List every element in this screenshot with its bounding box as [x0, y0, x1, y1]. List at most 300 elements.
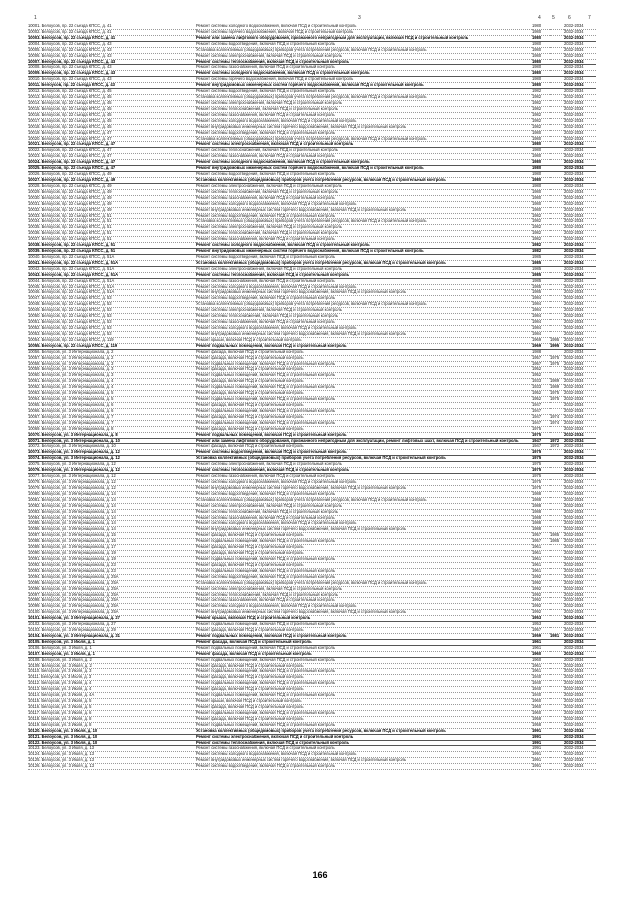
planned-period-cell: 2032-2034: [564, 456, 596, 462]
planned-period-cell: 2032-2034: [564, 556, 596, 562]
build-year-cell: 1982: [532, 106, 550, 112]
work-type-cell: Ремонт внутридомовых инженерных систем горячего водоснабжения, включая ПСД и строительный контроль: [196, 331, 532, 337]
build-year-cell: 1975: [532, 432, 550, 438]
address-cell: 10048. Белоусов, пр. 22 съезда КПСС, д. 53: [28, 302, 196, 308]
planned-period-cell: 2032-2034: [564, 639, 596, 645]
planned-period-cell: 2032-2034: [564, 746, 596, 752]
address-cell: 10080. Белоусов, ул. 3 Интернационала, д. 14: [28, 491, 196, 497]
planned-period-cell: 2032-2034: [564, 764, 596, 770]
planned-period-cell: 2032-2034: [564, 219, 596, 225]
work-type-cell: Ремонт подвальных помещений, включая ПСД и строительный контроль: [196, 556, 532, 562]
address-cell: 10010. Белоусов, пр. 22 съезда КПСС, д. 43: [28, 77, 196, 83]
work-type-cell: Ремонт системы газоснабжения, включая ПСД и строительный контроль: [196, 237, 532, 243]
planned-period-cell: 2032-2034: [564, 231, 596, 237]
work-type-cell: Установка коллективных (общедомовых) приборов учета потребления ресурсов, включая ПСД и строительный контроль: [196, 136, 532, 142]
planned-period-cell: 2032-2034: [564, 379, 596, 385]
build-year-cell: 1961: [532, 669, 550, 675]
work-type-cell: Ремонт системы газоснабжения, включая ПСД и строительный контроль: [196, 154, 532, 160]
address-cell: 10069. Белоусов, ул. 3 Интернационала, д. 8: [28, 426, 196, 432]
planned-period-cell: 2032-2034: [564, 675, 596, 681]
work-type-cell: Ремонт внутридомовых инженерных систем горячего водоснабжения, включая ПСД и строительный контроль: [196, 124, 532, 130]
build-year-cell: 1980: [532, 53, 550, 59]
build-year-cell: 1957: [532, 628, 550, 634]
address-cell: 10040. Белоусов, пр. 22 съезда КПСС, д. 51А: [28, 254, 196, 260]
address-cell: 10067. Белоусов, ул. 3 Интернационала, д. 7: [28, 414, 196, 420]
build-year-cell: 1975: [532, 468, 550, 474]
planned-period-cell: 2032-2034: [564, 331, 596, 337]
work-type-cell: Ремонт или замена лифтового оборудования, признанного непригодным для эксплуатации, ремонт лифтовых шахт, включая ПСД и строительный контроль: [196, 438, 532, 444]
work-type-cell: Ремонт фасада, включая ПСД и строительный контроль: [196, 367, 532, 373]
address-cell: 10009. Белоусов, пр. 22 съезда КПСС, д. 43: [28, 71, 196, 77]
planned-period-cell: 2032-2034: [564, 580, 596, 586]
column-number-row: [28, 14, 596, 24]
planned-period-cell: 2032-2034: [564, 391, 596, 397]
planned-period-cell: 2032-2034: [564, 616, 596, 622]
build-year-cell: 1975: [532, 450, 550, 456]
build-year-cell: 1984: [532, 308, 550, 314]
work-type-cell: Ремонт подвальных помещений, включая ПСД и строительный контроль: [196, 568, 532, 574]
build-year-cell: 1985: [532, 266, 550, 272]
planned-period-cell: 2032-2034: [564, 77, 596, 83]
address-cell: 10043. Белоусов, пр. 22 съезда КПСС, д. 51А: [28, 272, 196, 278]
build-year-cell: 1980: [532, 166, 550, 172]
work-type-cell: Ремонт системы электроснабжения, включая ПСД и строительный контроль: [196, 142, 532, 148]
build-year-cell: 1980: [532, 41, 550, 47]
work-type-cell: Ремонт фасада, включая ПСД и строительный контроль: [196, 639, 532, 645]
work-type-cell: Ремонт системы горячего водоснабжения, включая ПСД и строительный контроль: [196, 77, 532, 83]
build-year-cell: 1982: [532, 124, 550, 130]
planned-period-cell: 2032-2034: [564, 177, 596, 183]
build-year-cell: 1947: [532, 420, 550, 426]
build-year-cell: 1980: [532, 130, 550, 136]
planned-period-cell: 2032-2034: [564, 260, 596, 266]
build-year-cell: 1980: [532, 160, 550, 166]
planned-period-cell: 2032-2034: [564, 148, 596, 154]
work-type-cell: Ремонт подвальных помещений, включая ПСД и строительный контроль: [196, 722, 532, 728]
address-cell: 10111. Белоусов, ул. 3 Июля, д. 3: [28, 675, 196, 681]
work-type-cell: Ремонт системы электроснабжения, включая ПСД и строительный контроль: [196, 462, 532, 468]
planned-period-cell: 2032-2034: [564, 326, 596, 332]
work-type-cell: Ремонт системы теплоснабжения, включая ПСД и строительный контроль: [196, 740, 532, 746]
build-year-cell: 1940: [532, 681, 550, 687]
work-type-cell: Ремонт системы водоотведения, включая ПСД и строительный контроль: [196, 254, 532, 260]
planned-period-cell: 2032-2034: [564, 574, 596, 580]
address-cell: 10008. Белоусов, пр. 22 съезда КПСС, д. 43: [28, 65, 196, 71]
build-year-cell: 1980: [532, 35, 550, 41]
build-year-cell: 1980: [532, 183, 550, 189]
build-year-cell: 1960: [532, 651, 550, 657]
address-cell: 10083. Белоусов, ул. 3 Интернационала, д. 14: [28, 509, 196, 515]
reconstruction-year-cell: 1975: [550, 361, 564, 367]
address-cell: 10072. Белоусов, ул. 3 Интернационала, д. 10: [28, 444, 196, 450]
work-type-cell: Установка коллективных (общедомовых) приборов учета потребления ресурсов, включая ПСД и строительный контроль: [196, 497, 532, 503]
address-cell: 10079. Белоусов, ул. 3 Интернационала, д. 12: [28, 485, 196, 491]
planned-period-cell: 2032-2034: [564, 272, 596, 278]
address-cell: 10113. Белоусов, ул. 3 Июля, д. 4: [28, 687, 196, 693]
work-type-cell: Ремонт внутридомовых инженерных систем горячего водоснабжения, включая ПСД и строительный контроль: [196, 485, 532, 491]
work-type-cell: Ремонт фасада, включая ПСД и строительный контроль: [196, 551, 532, 557]
work-type-cell: Ремонт подвальных помещений, включая ПСД и строительный контроль: [196, 669, 532, 675]
address-cell: 10086. Белоусов, ул. 3 Интернационала, д. 14: [28, 527, 196, 533]
build-year-cell: 1992: [532, 604, 550, 610]
build-year-cell: 1985: [532, 278, 550, 284]
build-year-cell: 1975: [532, 426, 550, 432]
build-year-cell: 1991: [532, 764, 550, 770]
work-type-cell: Ремонт системы теплоснабжения, включая ПСД и строительный контроль: [196, 314, 532, 320]
planned-period-cell: 2032-2034: [564, 432, 596, 438]
planned-period-cell: 2032-2034: [564, 681, 596, 687]
build-year-cell: 1961: [532, 551, 550, 557]
reconstruction-year-cell: 1972: [550, 444, 564, 450]
address-cell: 10076. Белоусов, ул. 3 Интернационала, д. 12: [28, 468, 196, 474]
address-cell: 10023. Белоусов, пр. 22 съезда КПСС, д. 47: [28, 154, 196, 160]
planned-period-cell: 2032-2034: [564, 491, 596, 497]
build-year-cell: 1985: [532, 254, 550, 260]
planned-period-cell: 2032-2034: [564, 645, 596, 651]
repair-schedule-table: [28, 24, 596, 770]
work-type-cell: Ремонт фасада, включая ПСД и строительный контроль: [196, 675, 532, 681]
work-type-cell: Ремонт системы электроснабжения, включая ПСД и строительный контроль: [196, 53, 532, 59]
column-number-7: 7: [588, 15, 591, 21]
work-type-cell: Ремонт подвальных помещений, включая ПСД и строительный контроль: [196, 397, 532, 403]
address-cell: 10073. Белоусов, ул. 3 Интернационала, д. 12: [28, 450, 196, 456]
address-cell: 10102. Белоусов, ул. 3 Интернационала, д. 27: [28, 622, 196, 628]
column-number-6: 6: [568, 15, 571, 21]
address-cell: 10125. Белоусов, ул. 3 Июля, д. 13: [28, 758, 196, 764]
build-year-cell: 1952: [532, 391, 550, 397]
planned-period-cell: 2032-2034: [564, 320, 596, 326]
address-cell: 10100. Белоусов, ул. 3 Интернационала, д. 25А: [28, 610, 196, 616]
planned-period-cell: 2032-2034: [564, 136, 596, 142]
address-cell: 10035. Белоусов, пр. 22 съезда КПСС, д. 51: [28, 225, 196, 231]
work-type-cell: Ремонт системы холодного водоснабжения, включая ПСД и строительный контроль: [196, 243, 532, 249]
address-cell: 10096. Белоусов, ул. 3 Интернационала, д. 25А: [28, 586, 196, 592]
work-type-cell: Ремонт подвальных помещений, включая ПСД и строительный контроль: [196, 373, 532, 379]
address-cell: 10058. Белоусов, ул. 3 Интернационала, д. 3: [28, 361, 196, 367]
work-type-cell: Ремонт системы теплоснабжения, включая ПСД и строительный контроль: [196, 148, 532, 154]
planned-period-cell: 2032-2034: [564, 154, 596, 160]
build-year-cell: 1984: [532, 314, 550, 320]
build-year-cell: 1980: [532, 65, 550, 71]
planned-period-cell: 2032-2034: [564, 562, 596, 568]
address-cell: 10007. Белоусов, пр. 22 съезда КПСС, д. 43: [28, 59, 196, 65]
planned-period-cell: 2032-2034: [564, 663, 596, 669]
planned-period-cell: 2032-2034: [564, 551, 596, 557]
planned-period-cell: 2032-2034: [564, 29, 596, 35]
build-year-cell: 1988: [532, 491, 550, 497]
planned-period-cell: 2032-2034: [564, 130, 596, 136]
build-year-cell: 1947: [532, 403, 550, 409]
address-cell: 10049. Белоусов, пр. 22 съезда КПСС, д. 53: [28, 308, 196, 314]
build-year-cell: 1988: [532, 515, 550, 521]
build-year-cell: 1980: [532, 29, 550, 35]
work-type-cell: Ремонт фасада, включая ПСД и строительный контроль: [196, 391, 532, 397]
address-cell: 10050. Белоусов, пр. 22 съезда КПСС, д. 53: [28, 314, 196, 320]
planned-period-cell: 2032-2034: [564, 716, 596, 722]
repair-schedule-body: [28, 24, 596, 770]
address-cell: 10019. Белоусов, пр. 22 съезда КПСС, д. 47: [28, 130, 196, 136]
planned-period-cell: 2032-2034: [564, 657, 596, 663]
address-cell: 10116. Белоусов, ул. 3 Июля, д. 5: [28, 705, 196, 711]
work-type-cell: Ремонт системы электроснабжения, включая ПСД и строительный контроль: [196, 266, 532, 272]
build-year-cell: 1982: [532, 118, 550, 124]
address-cell: 10024. Белоусов, пр. 22 съезда КПСС, д. 47: [28, 160, 196, 166]
planned-period-cell: 2032-2034: [564, 728, 596, 734]
build-year-cell: 1991: [532, 728, 550, 734]
work-type-cell: Ремонт фасада, включая ПСД и строительный контроль: [196, 651, 532, 657]
address-cell: 10001. Белоусов, пр. 22 съезда КПСС, д. 41: [28, 24, 196, 29]
work-type-cell: Ремонт фасада, включая ПСД и строительный контроль: [196, 716, 532, 722]
planned-period-cell: 2032-2034: [564, 474, 596, 480]
address-cell: 10022. Белоусов, пр. 22 съезда КПСС, д. 47: [28, 148, 196, 154]
planned-period-cell: 2032-2034: [564, 610, 596, 616]
work-type-cell: Ремонт системы водоотведения, включая ПСД и строительный контроль: [196, 172, 532, 178]
work-type-cell: Ремонт фасада, включая ПСД и строительный контроль: [196, 628, 532, 634]
planned-period-cell: 2032-2034: [564, 545, 596, 551]
build-year-cell: 1961: [532, 645, 550, 651]
address-cell: 10004. Белоусов, пр. 22 съезда КПСС, д. 43: [28, 41, 196, 47]
planned-period-cell: 2032-2034: [564, 71, 596, 77]
address-cell: 10059. Белоусов, ул. 3 Интернационала, д. 3: [28, 367, 196, 373]
planned-period-cell: 2032-2034: [564, 142, 596, 148]
build-year-cell: 1933: [532, 379, 550, 385]
build-year-cell: 1985: [532, 260, 550, 266]
build-year-cell: 1960: [532, 710, 550, 716]
planned-period-cell: 2032-2034: [564, 361, 596, 367]
address-cell: 10002. Белоусов, пр. 22 съезда КПСС, д. 41: [28, 29, 196, 35]
planned-period-cell: 2032-2034: [564, 296, 596, 302]
address-cell: 10039. Белоусов, пр. 22 съезда КПСС, д. 51: [28, 249, 196, 255]
planned-period-cell: 2032-2034: [564, 355, 596, 361]
planned-period-cell: 2032-2034: [564, 213, 596, 219]
address-cell: 10053. Белоусов, пр. 22 съезда КПСС, д. 53: [28, 331, 196, 337]
planned-period-cell: 2032-2034: [564, 47, 596, 53]
build-year-cell: 1982: [532, 225, 550, 231]
build-year-cell: 1992: [532, 580, 550, 586]
work-type-cell: Ремонт подвальных помещений, включая ПСД и строительный контроль: [196, 343, 532, 349]
build-year-cell: 1982: [532, 249, 550, 255]
build-year-cell: 1988: [532, 503, 550, 509]
work-type-cell: Ремонт системы холодного водоснабжения, включая ПСД и строительный контроль: [196, 604, 532, 610]
planned-period-cell: 2032-2034: [564, 160, 596, 166]
build-year-cell: 1980: [532, 77, 550, 83]
planned-period-cell: 2032-2034: [564, 592, 596, 598]
work-type-cell: Ремонт системы водоотведения, включая ПСД и строительный контроль: [196, 41, 532, 47]
work-type-cell: Ремонт системы холодного водоснабжения, включая ПСД и строительный контроль: [196, 160, 532, 166]
address-cell: 10121. Белоусов, ул. 3 Июля, д. 10: [28, 734, 196, 740]
address-cell: 10027. Белоусов, пр. 22 съезда КПСС, д. 49: [28, 177, 196, 183]
planned-period-cell: 2032-2034: [564, 367, 596, 373]
address-cell: 10112. Белоусов, ул. 3 Июля, д. 4: [28, 681, 196, 687]
address-cell: 10109. Белоусов, ул. 3 Июля, д. 2: [28, 663, 196, 669]
planned-period-cell: 2032-2034: [564, 266, 596, 272]
build-year-cell: 1961: [532, 556, 550, 562]
planned-period-cell: 2032-2034: [564, 237, 596, 243]
address-cell: 10081. Белоусов, ул. 3 Интернационала, д. 14: [28, 497, 196, 503]
work-type-cell: Ремонт системы электроснабжения, включая ПСД и строительный контроль: [196, 734, 532, 740]
build-year-cell: 1980: [532, 195, 550, 201]
work-type-cell: Ремонт системы водоотведения, включая ПСД и строительный контроль: [196, 764, 532, 770]
address-cell: 10087. Белоусов, ул. 3 Интернационала, д. 15: [28, 533, 196, 539]
work-type-cell: Ремонт внутридомовых инженерных систем горячего водоснабжения, включая ПСД и строительный контроль: [196, 610, 532, 616]
planned-period-cell: 2032-2034: [564, 521, 596, 527]
planned-period-cell: 2032-2034: [564, 112, 596, 118]
planned-period-cell: 2032-2034: [564, 314, 596, 320]
address-cell: 10045. Белоусов, пр. 22 съезда КПСС, д. 51А: [28, 284, 196, 290]
planned-period-cell: 2032-2034: [564, 106, 596, 112]
work-type-cell: Ремонт системы водоотведения, включая ПСД и строительный контроль: [196, 296, 532, 302]
planned-period-cell: 2032-2034: [564, 734, 596, 740]
planned-period-cell: 2032-2034: [564, 166, 596, 172]
address-cell: 10033. Белоусов, пр. 22 съезда КПСС, д. 51: [28, 213, 196, 219]
build-year-cell: 1980: [532, 142, 550, 148]
planned-period-cell: 2032-2034: [564, 527, 596, 533]
work-type-cell: Ремонт системы теплоснабжения, включая ПСД и строительный контроль: [196, 106, 532, 112]
planned-period-cell: 2032-2034: [564, 172, 596, 178]
build-year-cell: 1984: [532, 320, 550, 326]
address-cell: 10062. Белоусов, ул. 3 Интернационала, д. 4: [28, 385, 196, 391]
build-year-cell: 1988: [532, 349, 550, 355]
work-type-cell: Ремонт фасада, включая ПСД и строительный контроль: [196, 403, 532, 409]
planned-period-cell: 2032-2034: [564, 118, 596, 124]
reconstruction-year-cell: 1981: [550, 633, 564, 639]
work-type-cell: Ремонт подвальных помещений, включая ПСД и строительный контроль: [196, 622, 532, 628]
reconstruction-year-cell: 1974: [550, 420, 564, 426]
build-year-cell: 1984: [532, 296, 550, 302]
work-type-cell: Ремонт системы электроснабжения, включая ПСД и строительный контроль: [196, 100, 532, 106]
work-type-cell: Ремонт системы электроснабжения, включая ПСД и строительный контроль: [196, 586, 532, 592]
address-cell: 10046. Белоусов, пр. 22 съезда КПСС, д. 51А: [28, 290, 196, 296]
build-year-cell: 1940: [532, 675, 550, 681]
address-cell: 10124. Белоусов, ул. 3 Июля, д. 13: [28, 752, 196, 758]
work-type-cell: Ремонт системы электроснабжения, включая ПСД и строительный контроль: [196, 503, 532, 509]
work-type-cell: Ремонт системы теплоснабжения, включая ПСД и строительный контроль: [196, 468, 532, 474]
work-type-cell: Ремонт фасада, включая ПСД и строительный контроль: [196, 545, 532, 551]
address-cell: 10061. Белоусов, ул. 3 Интернационала, д. 4: [28, 379, 196, 385]
build-year-cell: 1958: [532, 716, 550, 722]
address-cell: 10098. Белоусов, ул. 3 Интернационала, д. 25А: [28, 598, 196, 604]
build-year-cell: 1957: [532, 533, 550, 539]
address-cell: 10122. Белоусов, ул. 3 Июля, д. 10: [28, 740, 196, 746]
build-year-cell: 1982: [532, 95, 550, 101]
reconstruction-year-cell: 1995: [550, 337, 564, 343]
address-cell: 10005. Белоусов, пр. 22 съезда КПСС, д. 43: [28, 47, 196, 53]
build-year-cell: 1975: [532, 485, 550, 491]
build-year-cell: 1980: [532, 59, 550, 65]
build-year-cell: 1933: [532, 385, 550, 391]
address-cell: 10052. Белоусов, пр. 22 съезда КПСС, д. 53: [28, 326, 196, 332]
work-type-cell: Ремонт системы газоснабжения, включая ПСД и строительный контроль: [196, 474, 532, 480]
work-type-cell: Ремонт фасада, включая ПСД и строительный контроль: [196, 562, 532, 568]
planned-period-cell: 2032-2034: [564, 633, 596, 639]
reconstruction-year-cell: 1972: [550, 438, 564, 444]
address-cell: 10041. Белоусов, пр. 22 съезда КПСС, д. 51А: [28, 260, 196, 266]
build-year-cell: 1980: [532, 172, 550, 178]
work-type-cell: Ремонт системы холодного водоснабжения, включая ПСД и строительный контроль: [196, 752, 532, 758]
planned-period-cell: 2032-2034: [564, 450, 596, 456]
address-cell: 10070. Белоусов, ул. 3 Интернационала, д. 8: [28, 432, 196, 438]
address-cell: 10108. Белоусов, ул. 3 Июля, д. 2: [28, 657, 196, 663]
work-type-cell: Ремонт системы водоотведения, включая ПСД и строительный контроль: [196, 213, 532, 219]
address-cell: 10099. Белоусов, ул. 3 Интернационала, д. 25А: [28, 604, 196, 610]
planned-period-cell: 2032-2034: [564, 100, 596, 106]
build-year-cell: 1984: [532, 326, 550, 332]
address-cell: 10118. Белоусов, ул. 3 Июля, д. 8: [28, 716, 196, 722]
work-type-cell: Ремонт фасада, включая ПСД и строительный контроль: [196, 349, 532, 355]
build-year-cell: 1975: [532, 479, 550, 485]
address-cell: 10051. Белоусов, пр. 22 съезда КПСС, д. 53: [28, 320, 196, 326]
build-year-cell: 1984: [532, 331, 550, 337]
build-year-cell: 1982: [532, 89, 550, 95]
planned-period-cell: 2032-2034: [564, 59, 596, 65]
planned-period-cell: 2032-2034: [564, 740, 596, 746]
address-cell: 10107. Белоусов, ул. 3 Июля, д. 1: [28, 651, 196, 657]
work-type-cell: Ремонт системы газоснабжения, включая ПСД и строительный контроль: [196, 598, 532, 604]
work-type-cell: Ремонт внутридомовых инженерных систем горячего водоснабжения, включая ПСД и строительный контроль: [196, 758, 532, 764]
build-year-cell: 1982: [532, 237, 550, 243]
address-cell: 10097. Белоусов, ул. 3 Интернационала, д. 25А: [28, 592, 196, 598]
build-year-cell: 1980: [532, 189, 550, 195]
work-type-cell: Ремонт системы газоснабжения, включая ПСД и строительный контроль: [196, 112, 532, 118]
address-cell: 10089. Белоусов, ул. 3 Интернационала, д. 17: [28, 545, 196, 551]
work-type-cell: Ремонт системы холодного водоснабжения, включая ПСД и строительный контроль: [196, 24, 532, 29]
build-year-cell: 1982: [532, 243, 550, 249]
planned-period-cell: 2032-2034: [564, 604, 596, 610]
work-type-cell: Ремонт внутридомовых инженерных систем горячего водоснабжения, включая ПСД и строительный контроль: [196, 166, 532, 172]
work-type-cell: Ремонт подвальных помещений, включая ПСД и строительный контроль: [196, 710, 532, 716]
work-type-cell: Ремонт фасада, включая ПСД и строительный контроль: [196, 355, 532, 361]
work-type-cell: Ремонт фасада, включая ПСД и строительный контроль: [196, 705, 532, 711]
planned-period-cell: 2032-2034: [564, 444, 596, 450]
address-cell: 10095. Белоусов, ул. 3 Интернационала, д. 25А: [28, 580, 196, 586]
work-type-cell: Ремонт системы водоотведения, включая ПСД и строительный контроль: [196, 130, 532, 136]
planned-period-cell: 2032-2034: [564, 403, 596, 409]
planned-period-cell: 2032-2034: [564, 83, 596, 89]
work-type-cell: Ремонт подвальных помещений, включая ПСД и строительный контроль: [196, 539, 532, 545]
work-type-cell: Ремонт фасада, включая ПСД и строительный контроль: [196, 444, 532, 450]
planned-period-cell: 2032-2034: [564, 183, 596, 189]
planned-period-cell: 2032-2034: [564, 254, 596, 260]
planned-period-cell: 2032-2034: [564, 710, 596, 716]
address-cell: 10015. Белоусов, пр. 22 съезда КПСС, д. 45: [28, 106, 196, 112]
work-type-cell: Установка коллективных (общедомовых) приборов учета потребления ресурсов, включая ПСД и строительный контроль: [196, 95, 532, 101]
build-year-cell: 1980: [532, 24, 550, 29]
build-year-cell: 1980: [532, 47, 550, 53]
build-year-cell: 1991: [532, 740, 550, 746]
address-cell: 10105. Белоусов, ул. 3 Июля, д. 1: [28, 639, 196, 645]
build-year-cell: 1969: [532, 343, 550, 349]
address-cell: 10088. Белоусов, ул. 3 Интернационала, д. 15: [28, 539, 196, 545]
build-year-cell: 1961: [532, 562, 550, 568]
address-cell: 10032. Белоусов, пр. 22 съезда КПСС, д. 49: [28, 207, 196, 213]
planned-period-cell: 2032-2034: [564, 705, 596, 711]
build-year-cell: 1957: [532, 361, 550, 367]
address-cell: 10104. Белоусов, ул. 3 Интернационала, д. 31: [28, 633, 196, 639]
table-row: [28, 438, 596, 444]
work-type-cell: Ремонт подвальных помещений, включая ПСД и строительный контроль: [196, 633, 532, 639]
work-type-cell: Ремонт системы горячего водоснабжения, включая ПСД и строительный контроль: [196, 29, 532, 35]
planned-period-cell: 2032-2034: [564, 503, 596, 509]
work-type-cell: Ремонт внутридомовых инженерных систем горячего водоснабжения, включая ПСД и строительный контроль: [196, 249, 532, 255]
address-cell: 10123. Белоусов, ул. 3 Июля, д. 13: [28, 746, 196, 752]
address-cell: 10036. Белоусов, пр. 22 съезда КПСС, д. 51: [28, 231, 196, 237]
build-year-cell: 1982: [532, 112, 550, 118]
planned-period-cell: 2032-2034: [564, 669, 596, 675]
work-type-cell: Ремонт системы теплоснабжения, включая ПСД и строительный контроль: [196, 231, 532, 237]
work-type-cell: Ремонт системы газоснабжения, включая ПСД и строительный контроль: [196, 320, 532, 326]
planned-period-cell: 2032-2034: [564, 249, 596, 255]
planned-period-cell: 2032-2034: [564, 278, 596, 284]
